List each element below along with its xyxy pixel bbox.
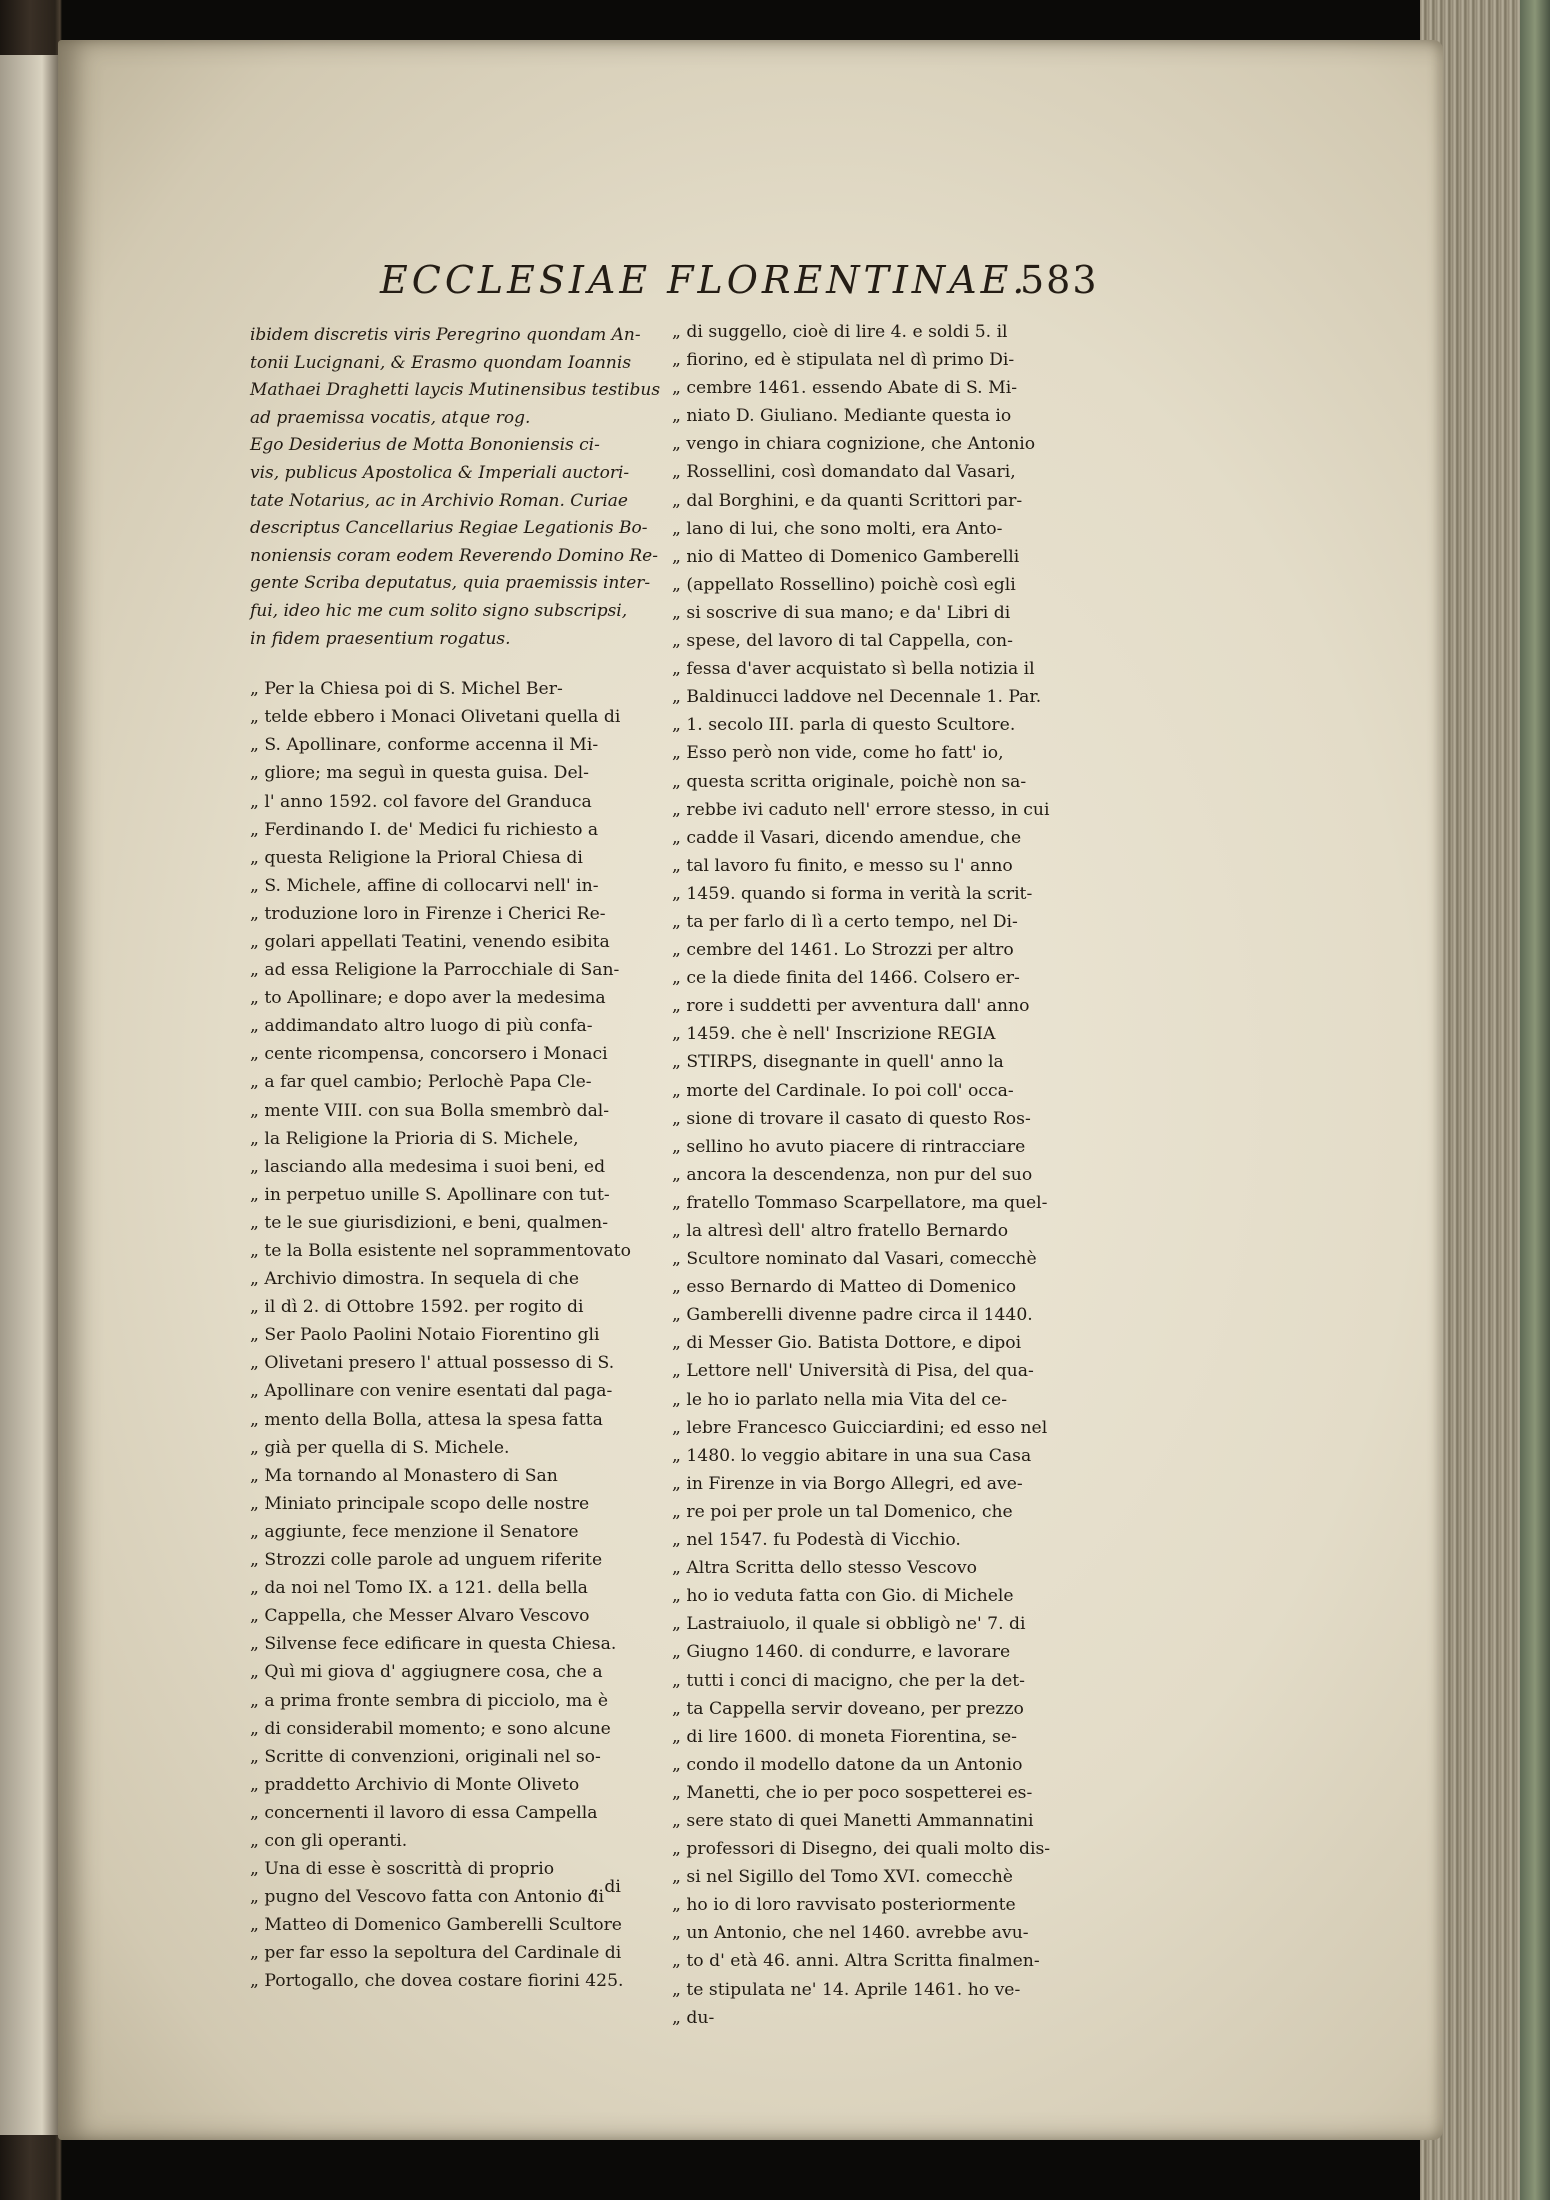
catchword: „ di: [590, 1877, 621, 1897]
text-line: „ l' anno 1592. col favore del Granduca: [250, 791, 592, 812]
text-line: „ la Religione la Prioria di S. Michele,: [250, 1128, 579, 1149]
text-line: noniensis coram eodem Reverendo Domino Re-: [250, 545, 658, 566]
text-line: „ Giugno 1460. di condurre, e lavorare: [672, 1642, 1011, 1663]
text-line: „ le ho io parlato nella mia Vita del ce-: [672, 1389, 1008, 1410]
text-line: ibidem discretis viris Peregrino quondam An-: [250, 325, 641, 345]
text-line: „ Altra Scritta dello stesso Vescovo: [672, 1558, 977, 1579]
text-line: „ lasciando alla medesima i suoi beni, ed: [250, 1156, 606, 1177]
text-line: „ ancora la descendenza, non pur del suo: [672, 1164, 1033, 1185]
text-line: „ spese, del lavoro di tal Cappella, con-: [672, 631, 1013, 652]
text-line: „ Gamberelli divenne padre circa il 1440.: [672, 1305, 1033, 1326]
left-column: [250, 322, 661, 1996]
text-line: „ cente ricompensa, concorsero i Monaci: [250, 1044, 608, 1065]
text-line: „ morte del Cardinale. Io poi coll' occa-: [672, 1080, 1014, 1101]
text-line: „ cembre 1461. essendo Abate di S. Mi-: [672, 378, 1018, 399]
text-line: „ re poi per prole un tal Domenico, che: [672, 1501, 1013, 1522]
book-cover-edge: [1520, 0, 1550, 2200]
text-line: Ego Desiderius de Motta Bononiensis ci-: [250, 435, 600, 456]
text-line: „ concernenti il lavoro di essa Campella: [250, 1802, 598, 1823]
text-line: vis, publicus Apostolica & Imperiali auctori-: [250, 462, 630, 483]
text-line: „ di lire 1600. di moneta Fiorentina, se-: [672, 1726, 1017, 1747]
text-line: „ to Apollinare; e dopo aver la medesima: [250, 988, 606, 1009]
text-line: „ STIRPS, disegnante in quell' anno la: [672, 1052, 1004, 1073]
text-line: „ fratello Tommaso Scarpellatore, ma quel-: [672, 1192, 1048, 1213]
text-line: „ a far quel cambio; Perlochè Papa Cle-: [250, 1072, 592, 1093]
text-line: „ di suggello, cioè di lire 4. e soldi 5. il: [672, 322, 1008, 342]
text-line: „ con gli operanti.: [250, 1830, 408, 1851]
text-line: „ cadde il Vasari, dicendo amendue, che: [672, 827, 1022, 848]
text-line: fui, ideo hic me cum solito signo subscripsi,: [250, 600, 628, 621]
text-line: „ te stipulata ne' 14. Aprile 1461. ho ve-: [672, 1979, 1021, 2000]
text-line: „ 1459. quando si forma in verità la scrit-: [672, 883, 1033, 904]
text-line: „ Per la Chiesa poi di S. Michel Ber-: [250, 679, 563, 700]
text-line: „ nio di Matteo di Domenico Gamberelli: [672, 546, 1020, 567]
text-line: „ da noi nel Tomo IX. a 121. della bella: [250, 1578, 588, 1599]
text-line: „ addimandato altro luogo di più confa-: [250, 1016, 593, 1037]
text-line: „ ta per farlo di lì a certo tempo, nel Di-: [672, 911, 1018, 932]
text-line: „ di Messer Gio. Batista Dottore, e dipoi: [672, 1333, 1022, 1354]
text-line: „ questa scritta originale, poichè non sa-: [672, 771, 1027, 792]
text-line: „ a prima fronte sembra di picciolo, ma è: [250, 1690, 609, 1711]
text-line: „ fessa d'aver acquistato sì bella notizia il: [672, 659, 1035, 680]
text-line: „ Strozzi colle parole ad unguem riferite: [250, 1550, 603, 1571]
text-line: „ Ferdinando I. de' Medici fu richiesto a: [250, 819, 599, 840]
text-line: „ troduzione loro in Firenze i Cherici Re-: [250, 903, 606, 924]
text-line: „ si nel Sigillo del Tomo XVI. comecchè: [672, 1867, 1013, 1888]
text-line: „ Ser Paolo Paolini Notaio Fiorentino gli: [250, 1325, 600, 1346]
text-line: „ ta Cappella servir doveano, per prezzo: [672, 1698, 1024, 1719]
text-line: „ Apollinare con venire esentati dal paga-: [250, 1381, 613, 1402]
text-line: „ vengo in chiara cognizione, che Antonio: [672, 434, 1036, 455]
text-line: „ professori di Disegno, dei quali molto dis-: [672, 1839, 1051, 1860]
running-title: ECCLESIAE FLORENTINAE.: [380, 258, 1029, 302]
text-line: „ si soscrive di sua mano; e da' Libri di: [672, 602, 1011, 623]
text-line: „ Silvense fece edificare in questa Chiesa.: [250, 1634, 617, 1655]
text-line: „ in perpetuo unille S. Apollinare con tut-: [250, 1184, 610, 1205]
text-line: in fidem praesentium rogatus.: [250, 628, 511, 649]
page-number: 583: [1020, 258, 1099, 302]
text-line: tonii Lucignani, & Erasmo quondam Ioannis: [250, 352, 632, 373]
text-line: „ S. Apollinare, conforme accenna il Mi-: [250, 735, 599, 756]
text-line: „ fiorino, ed è stipulata nel dì primo Di-: [672, 350, 1015, 371]
text-line: „ sellino ho avuto piacere di rintracciare: [672, 1136, 1026, 1157]
text-line: „ mente VIII. con sua Bolla smembrò dal-: [250, 1100, 610, 1121]
text-line: „ per far esso la sepoltura del Cardinale di: [250, 1943, 622, 1964]
text-line: „ ad essa Religione la Parrocchiale di San-: [250, 960, 620, 981]
italian-text-block: [250, 675, 650, 1995]
text-line: „ un Antonio, che nel 1460. avrebbe avu-: [672, 1923, 1029, 1944]
text-line: „ esso Bernardo di Matteo di Domenico: [672, 1277, 1017, 1298]
text-line: „ Esso però non vide, come ho fatt' io,: [672, 743, 1004, 764]
text-line: „ 1459. che è nell' Inscrizione REGIA: [672, 1024, 996, 1045]
text-line: „ Ma tornando al Monastero di San: [250, 1465, 558, 1486]
text-line: „ Matteo di Domenico Gamberelli Scultore: [250, 1915, 622, 1936]
text-line: „ golari appellati Teatini, venendo esibita: [250, 931, 610, 952]
text-line: „ questa Religione la Prioral Chiesa di: [250, 847, 583, 868]
text-line: „ Manetti, che io per poco sospetterei es-: [672, 1782, 1033, 1803]
text-line: „ Scritte di convenzioni, originali nel so-: [250, 1746, 601, 1767]
text-line: „ Baldinucci laddove nel Decennale 1. Par.: [672, 687, 1042, 708]
text-line: „ nel 1547. fu Podestà di Vicchio.: [672, 1530, 961, 1551]
text-line: „ dal Borghini, e da quanti Scrittori par-: [672, 490, 1023, 511]
paragraph-gap: [250, 653, 650, 675]
text-line: „ Scultore nominato dal Vasari, comecchè: [672, 1249, 1037, 1270]
text-line: „ S. Michele, affine di collocarvi nell' in-: [250, 875, 599, 896]
facing-page-edge: [0, 55, 60, 2135]
text-line: ad praemissa vocatis, atque rog.: [250, 407, 531, 428]
text-line: „ mento della Bolla, attesa la spesa fatta: [250, 1409, 603, 1430]
text-line: „ ho io veduta fatta con Gio. di Michele: [672, 1586, 1014, 1607]
text-line: „ rebbe ivi caduto nell' errore stesso, in cui: [672, 799, 1050, 820]
text-line: „ niato D. Giuliano. Mediante questa io: [672, 406, 1012, 427]
text-line: „ sere stato di quei Manetti Ammannatini: [672, 1810, 1034, 1831]
text-line: „ gliore; ma seguì in questa guisa. Del-: [250, 763, 589, 784]
text-line: „ te la Bolla esistente nel soprammentovato: [250, 1241, 631, 1261]
text-line: „ in Firenze in via Borgo Allegri, ed ave-: [672, 1473, 1023, 1494]
text-line: „ 1. secolo III. parla di questo Scultore.: [672, 715, 1016, 736]
right-column: [672, 318, 1112, 2032]
text-line: „ condo il modello datone da un Antonio: [672, 1754, 1023, 1775]
text-line: „ te le sue giurisdizioni, e beni, qualmen-: [250, 1212, 609, 1233]
text-line: „ Una di esse è soscrittà di proprio: [250, 1859, 555, 1880]
text-line: „ Rossellini, così domandato dal Vasari,: [672, 462, 1016, 483]
text-line: „ 1480. lo veggio abitare in una sua Casa: [672, 1445, 1032, 1466]
right-text-block: [672, 318, 1112, 2032]
text-line: „ Olivetani presero l' attual possesso di S.: [250, 1353, 615, 1374]
text-line: „ Quì mi giova d' aggiugnere cosa, che a: [250, 1662, 603, 1683]
text-line: „ ho io di loro ravvisato posteriormente: [672, 1895, 1016, 1916]
text-line: tate Notarius, ac in Archivio Roman. Curiae: [250, 490, 628, 511]
text-line: „ du-: [672, 2007, 715, 2028]
text-line: „ tal lavoro fu finito, e messo su l' anno: [672, 855, 1013, 876]
text-line: Mathaei Draghetti laycis Mutinensibus testibus: [250, 380, 661, 401]
text-line: „ (appellato Rossellino) poichè così egli: [672, 574, 1016, 595]
text-line: „ tutti i conci di macigno, che per la det-: [672, 1670, 1025, 1691]
text-line: gente Scriba deputatus, quia praemissis inter-: [250, 573, 651, 594]
text-line: „ praddetto Archivio di Monte Oliveto: [250, 1774, 580, 1795]
text-line: „ cembre del 1461. Lo Strozzi per altro: [672, 940, 1014, 961]
text-line: „ Portogallo, che dovea costare fiorini 425.: [250, 1971, 624, 1992]
text-line: „ lano di lui, che sono molti, era Anto-: [672, 518, 1003, 539]
text-line: „ Archivio dimostra. In sequela di che: [250, 1269, 580, 1290]
text-line: „ il dì 2. di Ottobre 1592. per rogito di: [250, 1297, 584, 1318]
text-line: „ ce la diede finita del 1466. Colsero er-: [672, 968, 1020, 989]
text-line: „ rore i suddetti per avventura dall' anno: [672, 996, 1030, 1017]
text-line: „ Miniato principale scopo delle nostre: [250, 1493, 590, 1514]
text-line: „ to d' età 46. anni. Altra Scritta finalmen-: [672, 1951, 1040, 1972]
text-line: „ Cappella, che Messer Alvaro Vescovo: [250, 1606, 590, 1627]
text-line: „ aggiunte, fece menzione il Senatore: [250, 1521, 579, 1542]
text-line: „ già per quella di S. Michele.: [250, 1437, 510, 1458]
text-line: „ pugno del Vescovo fatta con Antonio di: [250, 1887, 605, 1908]
text-line: „ di considerabil momento; e sono alcune: [250, 1718, 611, 1739]
text-line: „ lebre Francesco Guicciardini; ed esso nel: [672, 1417, 1048, 1438]
text-line: „ sione di trovare il casato di questo Ros-: [672, 1108, 1031, 1129]
text-line: „ Lettore nell' Università di Pisa, del qua-: [672, 1361, 1034, 1382]
text-line: „ telde ebbero i Monaci Olivetani quella di: [250, 707, 621, 728]
text-line: „ la altresì dell' altro fratello Bernardo: [672, 1221, 1009, 1241]
text-line: „ Lastraiuolo, il quale si obbligò ne' 7. di: [672, 1614, 1026, 1635]
text-line: descriptus Cancellarius Regiae Legationis Bo-: [250, 518, 648, 539]
latin-notarial-block: [250, 322, 661, 653]
